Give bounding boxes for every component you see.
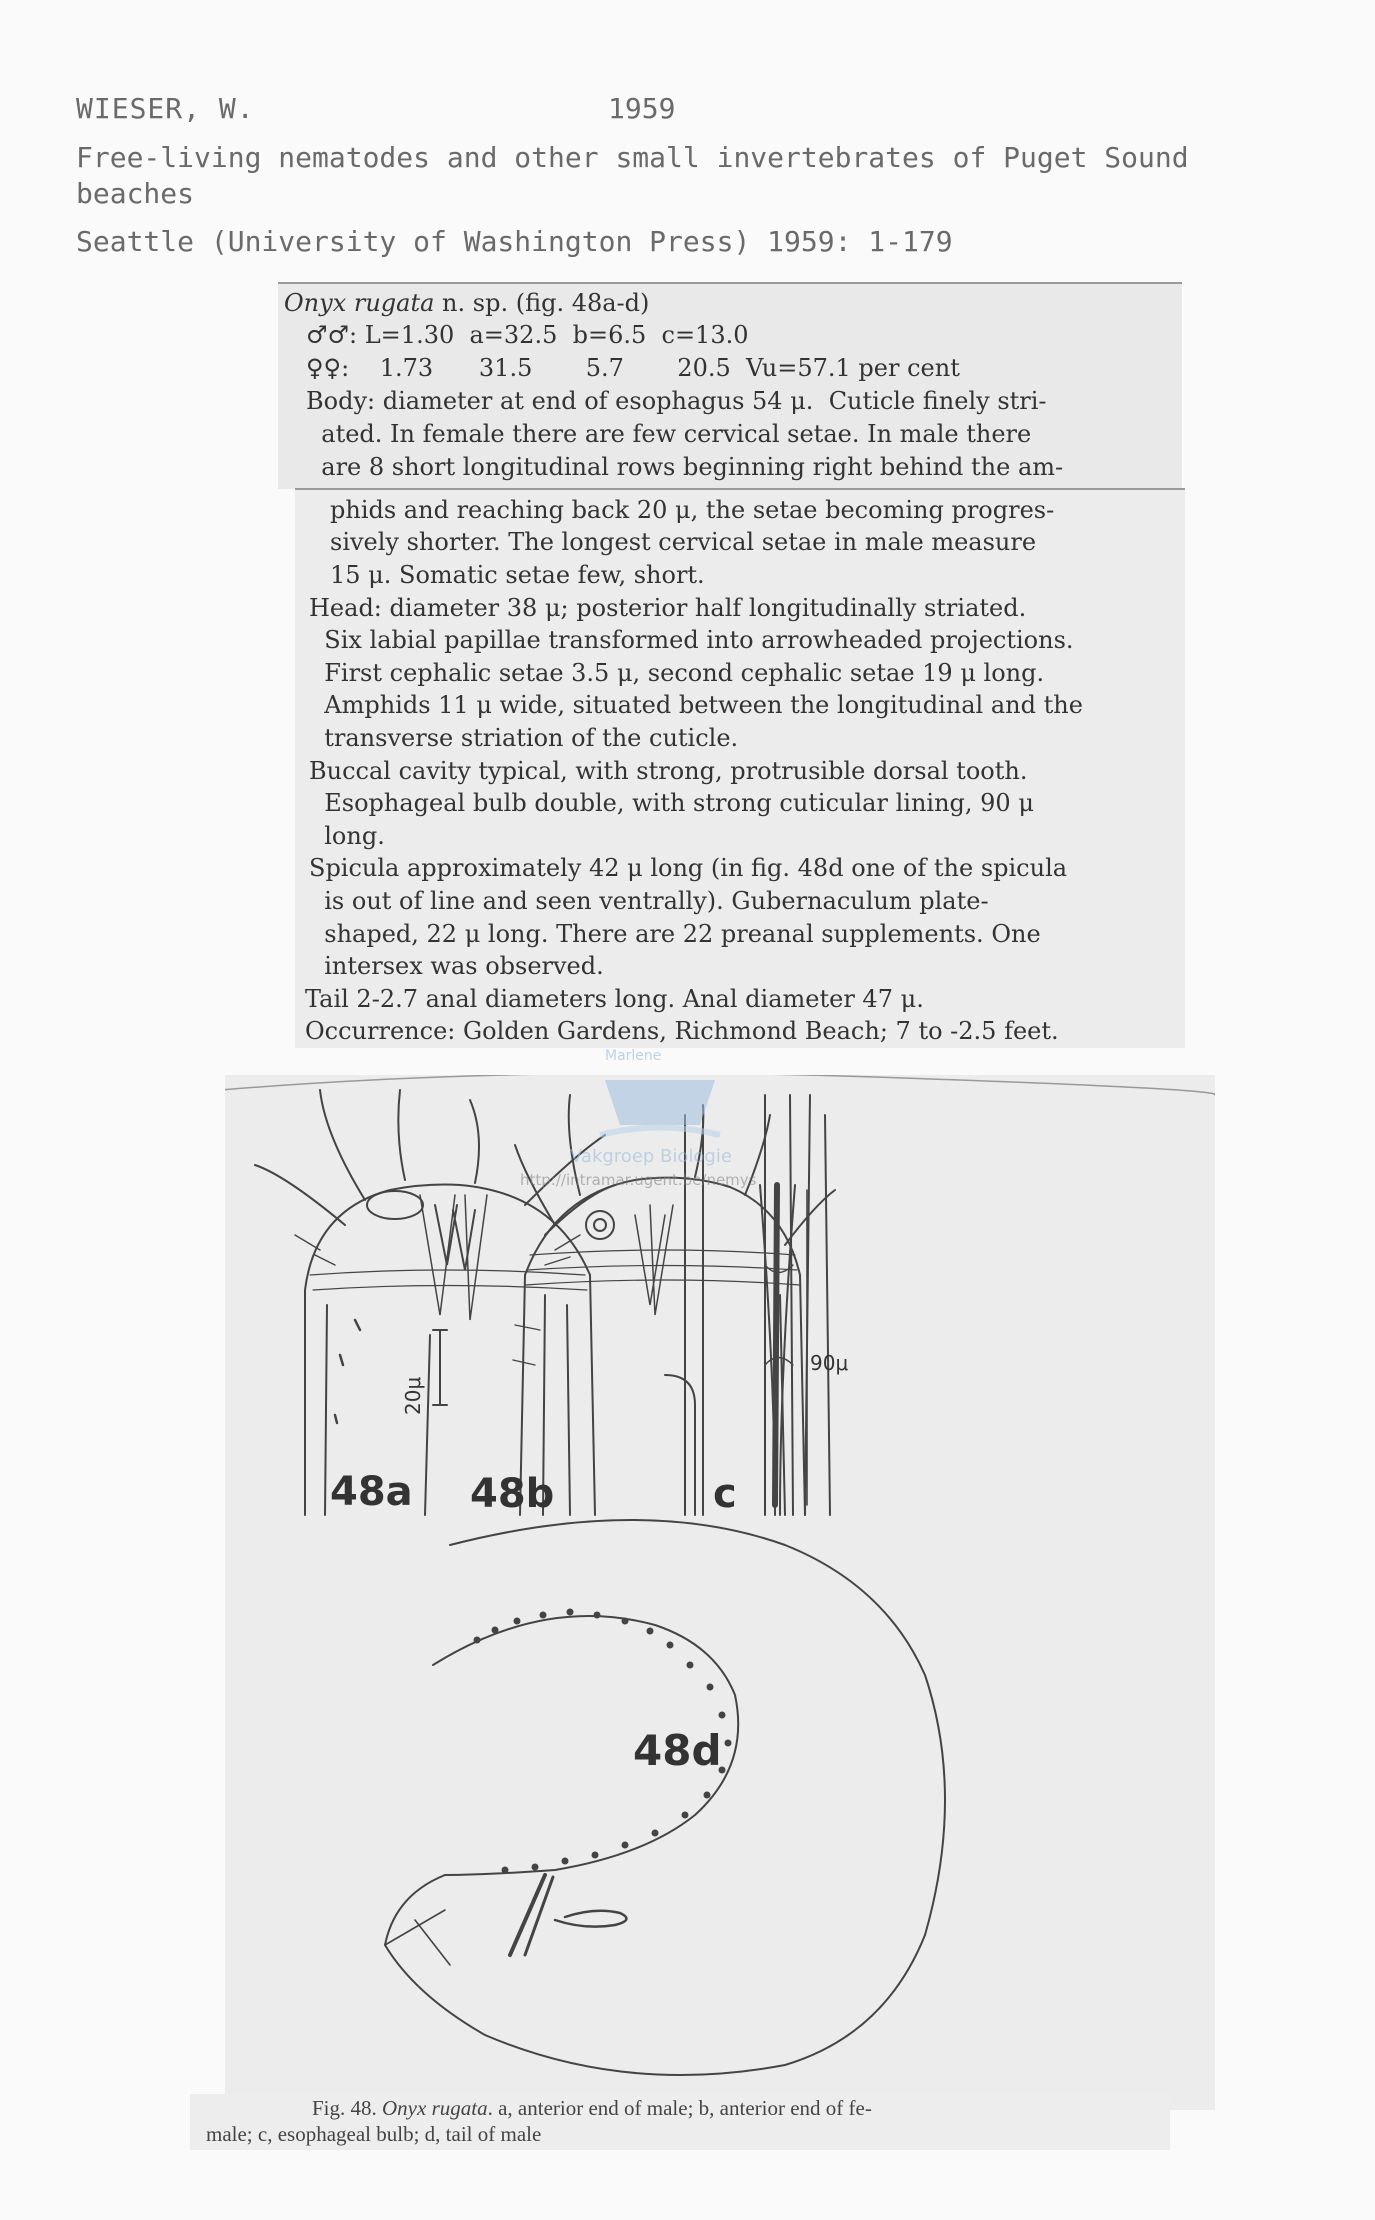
publication-title: Free-living nematodes and other small invertebrates of Puget Sound beaches	[76, 141, 1189, 210]
head-text-line: transverse striation of the cuticle.	[309, 724, 739, 752]
body-text-line: ated. In female there are few cervical setae. In male there	[306, 420, 1032, 448]
description-clip-top	[278, 282, 1182, 489]
spicula-text-line: Spicula approximately 42 μ long (in fig. 48d one of the spicula	[309, 854, 1068, 882]
label-48d: 48d	[633, 1726, 722, 1775]
label-c: c	[713, 1471, 737, 1517]
species-line	[284, 287, 649, 320]
publication-source: Seattle (University of Washington Press) 1959: 1-179	[76, 225, 953, 258]
head-text-line: First cephalic setae 3.5 μ, second cephalic setae 19 μ long.	[309, 659, 1045, 687]
scale-90-label: 90μ	[810, 1351, 849, 1375]
watermark-mid: Vakgroep Biologie	[570, 1146, 732, 1167]
caption-prefix: Fig. 48.	[312, 2096, 383, 2120]
author: WIESER, W.	[76, 92, 255, 125]
head-text-line: Head: diameter 38 μ; posterior half longitudinally striated.	[309, 594, 1027, 622]
occurrence-text-line: Occurrence: Golden Gardens, Richmond Beach; 7 to -2.5 feet.	[305, 1017, 1059, 1045]
species-line-rest: n. sp. (fig. 48a-d)	[434, 289, 650, 317]
spicula-text-line: is out of line and seen ventrally). Gubernaculum plate-	[309, 887, 989, 915]
description-clip-bottom	[295, 488, 1185, 1048]
head-text-line: Six labial papillae transformed into arrowheaded projections.	[309, 626, 1074, 654]
drawing-48d	[385, 1520, 945, 2075]
figure-caption	[190, 2094, 1170, 2150]
caption-suffix: . a, anterior end of male; b, anterior end of fe-	[487, 2096, 872, 2120]
species-name: Onyx rugata	[284, 289, 435, 317]
buccal-text-line: long.	[309, 822, 385, 850]
body-text-line: sively shorter. The longest cervical setae in male measure	[330, 528, 1037, 556]
label-48a: 48a	[330, 1469, 413, 1515]
caption-line-2: male; c, esophageal bulb; d, tail of male	[206, 2122, 542, 2146]
watermark-url: http://intramar.ugent.be/nemys	[520, 1171, 757, 1189]
buccal-text-line: Esophageal bulb double, with strong cuticular lining, 90 μ	[309, 789, 1034, 817]
figure-48	[225, 1075, 1215, 2110]
watermark-top: Marlene	[605, 1048, 662, 1064]
female-measurements: ♀♀: 1.73 31.5 5.7 20.5 Vu=57.1 per cent	[306, 354, 960, 382]
body-text-line: 15 μ. Somatic setae few, short.	[330, 561, 705, 589]
spicula-text-line: intersex was observed.	[309, 952, 604, 980]
scale-20-label: 20μ	[401, 1376, 425, 1415]
body-text-line: Body: diameter at end of esophagus 54 μ. Cuticle finely stri-	[306, 387, 1047, 415]
tail-text-line: Tail 2-2.7 anal diameters long. Anal diameter 47 μ.	[305, 985, 924, 1013]
male-measurements: ♂♂: L=1.30 a=32.5 b=6.5 c=13.0	[306, 321, 749, 349]
head-text-line: Amphids 11 μ wide, situated between the longitudinal and the	[309, 691, 1083, 719]
label-48b: 48b	[470, 1471, 555, 1517]
caption-line-1	[312, 2096, 872, 2121]
buccal-text-line: Buccal cavity typical, with strong, protrusible dorsal tooth.	[309, 757, 1028, 785]
figure-drawing	[225, 1075, 1215, 2110]
body-text-line: are 8 short longitudinal rows beginning right behind the am-	[306, 453, 1064, 481]
watermark-logo	[520, 1040, 860, 1190]
publication-year: 1959	[608, 92, 676, 125]
body-text-line: phids and reaching back 20 μ, the setae becoming progres-	[330, 496, 1055, 524]
caption-species: Onyx rugata	[382, 2096, 488, 2120]
spicula-text-line: shaped, 22 μ long. There are 22 preanal supplements. One	[309, 920, 1041, 948]
